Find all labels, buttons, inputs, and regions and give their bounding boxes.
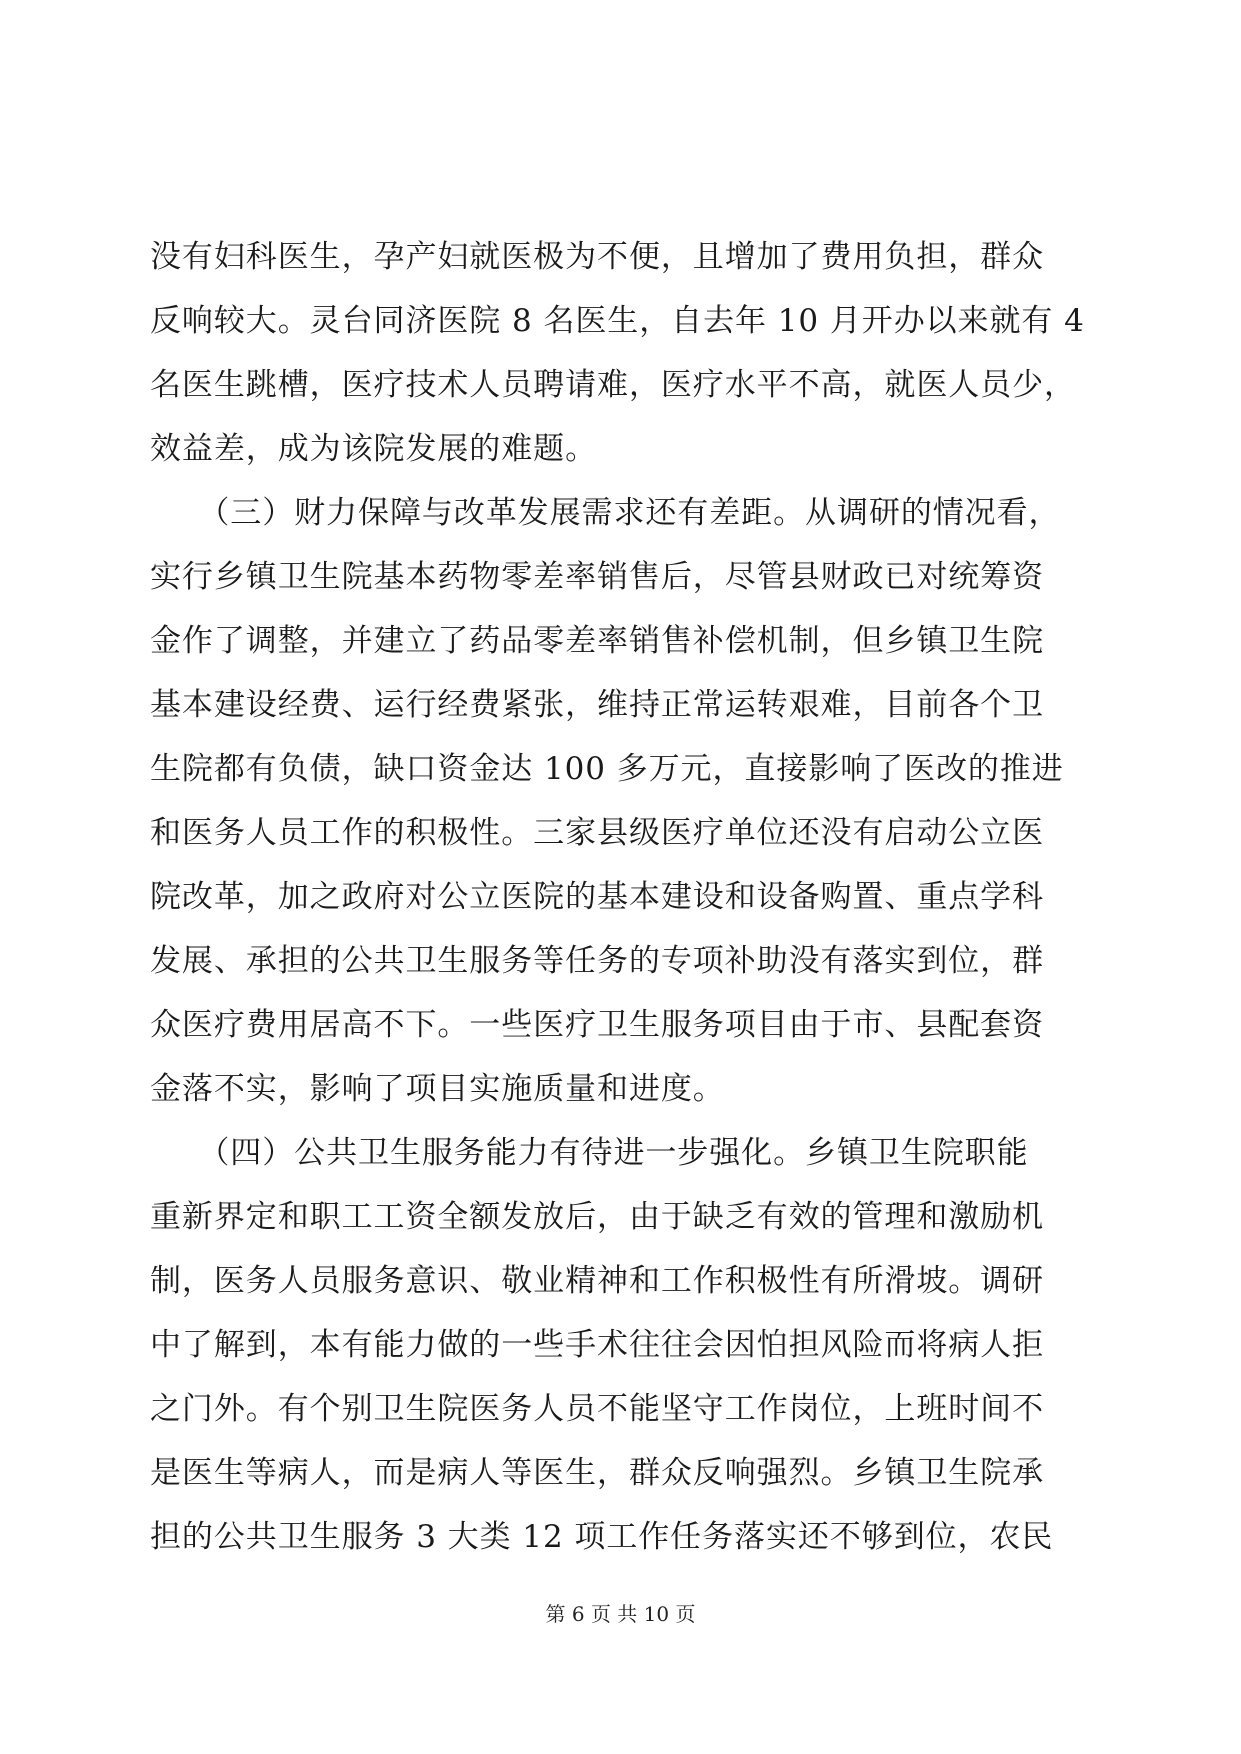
text-line: 基本建设经费、运行经费紧张，维持正常运转艰难，目前各个卫 (150, 687, 1045, 723)
text-line: 没有妇科医生，孕产妇就医极为不便，且增加了费用负担，群众 (150, 239, 1045, 275)
text-line: 金落不实，影响了项目实施质量和进度。 (150, 1071, 725, 1107)
text-line: 实行乡镇卫生院基本药物零差率销售后，尽管县财政已对统筹资 (150, 559, 1045, 595)
text-line: 担的公共卫生服务 3 大类 12 项工作任务落实还不够到位，农民 (150, 1519, 1054, 1555)
text-line: 发展、承担的公共卫生服务等任务的专项补助没有落实到位，群 (150, 943, 1045, 979)
text-line: 效益差，成为该院发展的难题。 (150, 431, 598, 467)
text-line: 生院都有负债，缺口资金达 100 多万元，直接影响了医改的推进 (150, 751, 1064, 787)
text-line: 之门外。有个别卫生院医务人员不能坚守工作岗位，上班时间不 (150, 1391, 1045, 1427)
document-body (150, 225, 1092, 1569)
text-line: （三）财力保障与改革发展需求还有差距。从调研的情况看， (150, 495, 1061, 531)
text-line: 反响较大。灵台同济医院 8 名医生，自去年 10 月开办以来就有 4 (150, 303, 1085, 339)
text-line: 中了解到，本有能力做的一些手术往往会因怕担风险而将病人拒 (150, 1327, 1045, 1363)
text-line: 名医生跳槽，医疗技术人员聘请难，医疗水平不高，就医人员少， (150, 367, 1076, 403)
text-line: 众医疗费用居高不下。一些医疗卫生服务项目由于市、县配套资 (150, 1007, 1045, 1043)
text-line: 金作了调整，并建立了药品零差率销售补偿机制，但乡镇卫生院 (150, 623, 1045, 659)
paragraph-3 (150, 1121, 1092, 1569)
text-line: 是医生等病人，而是病人等医生，群众反响强烈。乡镇卫生院承 (150, 1455, 1045, 1491)
text-line: 和医务人员工作的积极性。三家县级医疗单位还没有启动公立医 (150, 815, 1045, 851)
page-number-footer: 第 6 页 共 10 页 (545, 1602, 696, 1626)
text-line: 院改革，加之政府对公立医院的基本建设和设备购置、重点学科 (150, 879, 1045, 915)
text-line: 重新界定和职工工资全额发放后，由于缺乏有效的管理和激励机 (150, 1199, 1045, 1235)
paragraph-2 (150, 481, 1092, 1121)
text-line: （四）公共卫生服务能力有待进一步强化。乡镇卫生院职能 (150, 1135, 1029, 1171)
paragraph-1 (150, 225, 1092, 481)
text-line: 制，医务人员服务意识、敬业精神和工作积极性有所滑坡。调研 (150, 1263, 1045, 1299)
